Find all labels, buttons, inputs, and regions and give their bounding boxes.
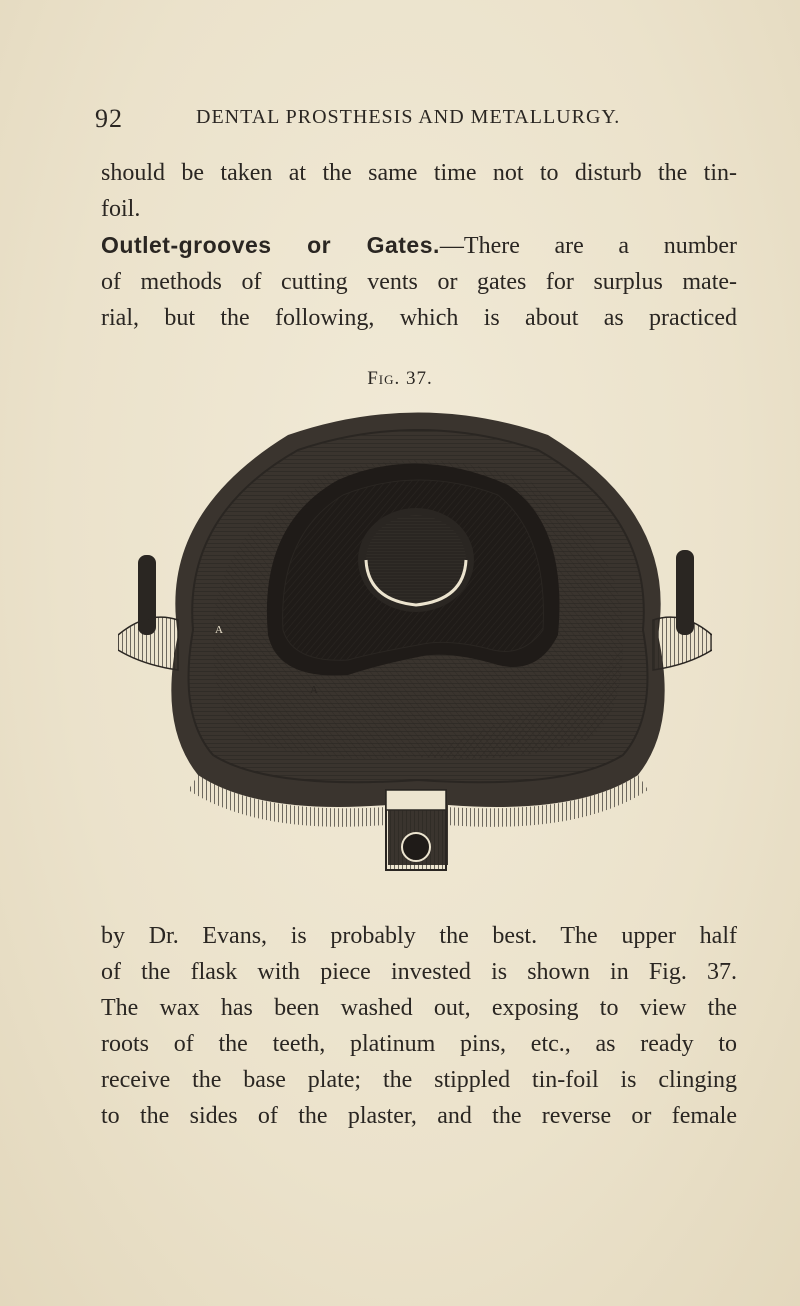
figure-label: A	[310, 684, 318, 696]
gate-hole	[402, 833, 430, 861]
text-line: foil.	[101, 196, 141, 222]
heading-continuation: —There are a number	[439, 233, 738, 259]
flask-illustration	[118, 395, 712, 875]
bottom-paragraph	[101, 918, 737, 1134]
flask-engraving	[118, 395, 712, 875]
text-line: The wax has been washed out, exposing to view the	[101, 995, 737, 1021]
text-line: should be taken at the same time not to disturb the tin-	[101, 160, 737, 186]
figure-label: A	[215, 624, 223, 636]
paragraph-heading-line	[101, 227, 737, 264]
section-heading: Outlet-grooves or Gates.	[101, 232, 440, 258]
text-line: rial, but the following, which is about as practiced	[101, 305, 737, 331]
running-head: DENTAL PROSTHESIS AND METALLURGY.	[196, 106, 621, 128]
figure-caption: Fig. 37.	[367, 368, 433, 389]
text-line: receive the base plate; the stippled tin-foil is clinging	[101, 1067, 737, 1093]
top-paragraphs	[101, 155, 737, 336]
page-header	[95, 104, 735, 140]
text-line: of methods of cutting vents or gates for surplus mate-	[101, 269, 737, 295]
text-line: by Dr. Evans, is probably the best. The upper half	[101, 923, 737, 949]
page-number: 92	[95, 104, 123, 133]
text-line: to the sides of the plaster, and the reverse or female	[101, 1103, 737, 1129]
text-line: roots of the teeth, platinum pins, etc., as ready to	[101, 1031, 737, 1057]
text-line: of the flask with piece invested is shown in Fig. 37.	[101, 959, 737, 985]
